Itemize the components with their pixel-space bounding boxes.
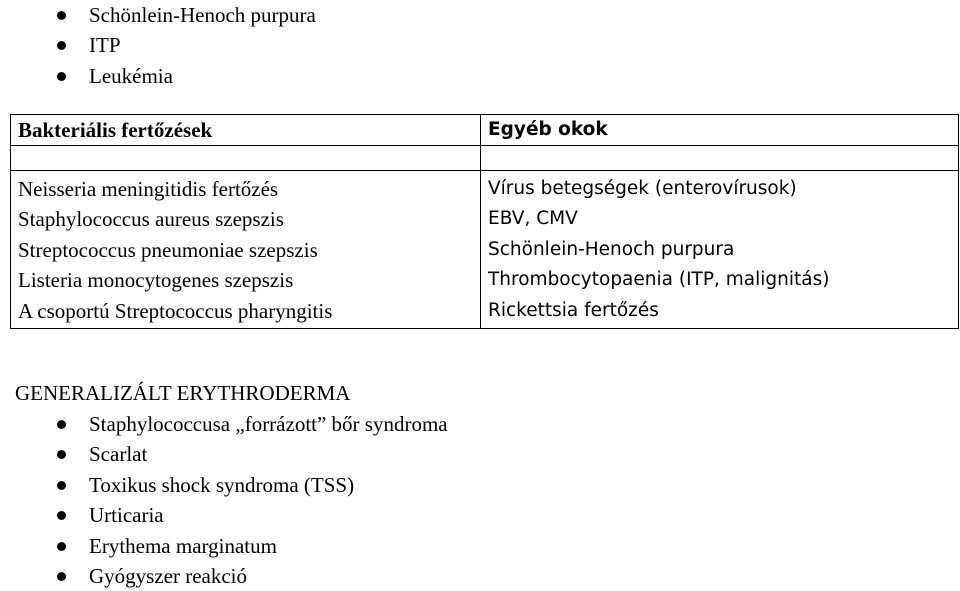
table-cell-line: Staphylococcus aureus szepszis: [18, 207, 284, 232]
bullet-icon: [57, 572, 66, 581]
erythroderma-bullet-list: [0, 409, 448, 591]
list-item-text: Toxikus shock syndroma (TSS): [89, 472, 355, 497]
table-header-row: [11, 115, 959, 146]
list-item: [0, 531, 448, 561]
other-causes-header: Egyéb okok: [481, 115, 959, 146]
bullet-icon: [57, 41, 66, 50]
table-cell-line: Vírus betegségek (enterovírusok): [488, 178, 797, 199]
other-causes-cell: [481, 171, 959, 329]
table-cell-line: Neisseria meningitidis fertőzés: [18, 177, 279, 201]
table-cell-line: Schönlein-Henoch purpura: [488, 238, 735, 260]
bullet-icon: [57, 511, 66, 520]
table-row: [11, 171, 959, 329]
table-cell-line: A csoportú Streptococcus pharyngitis: [18, 298, 333, 323]
table-cell: [481, 146, 959, 171]
list-item: [0, 439, 448, 469]
list-item-text: Gyógyszer reakció: [89, 563, 248, 588]
list-item-text: Scarlat: [89, 442, 148, 467]
bacterial-infections-cell: [11, 171, 481, 329]
bullet-icon: [57, 11, 66, 20]
list-item: [0, 30, 316, 60]
list-item-text: Urticaria: [89, 503, 164, 528]
list-item: [0, 470, 448, 500]
table-cell-line: Streptococcus pneumoniae szepszis: [18, 237, 318, 262]
list-item-text: Erythema marginatum: [89, 533, 277, 558]
bullet-icon: [57, 542, 66, 551]
list-item-text: ITP: [89, 33, 121, 58]
list-item-text: Leukémia: [89, 63, 173, 88]
bullet-icon: [57, 420, 66, 429]
list-item: [0, 61, 316, 91]
list-item: [0, 409, 448, 439]
bullet-icon: [57, 450, 66, 459]
list-item-text: Staphylococcusa „forrázott” bőr syndroma: [89, 412, 448, 436]
causes-table: [10, 114, 959, 329]
bullet-icon: [57, 72, 66, 81]
table-cell-line: EBV, CMV: [488, 208, 578, 230]
bacterial-infections-header: Bakteriális fertőzések: [11, 115, 481, 146]
bullet-icon: [57, 481, 66, 490]
table-row: [11, 146, 959, 171]
list-item-text: Schönlein-Henoch purpura: [89, 3, 316, 27]
top-bullet-list: [0, 0, 316, 91]
table-cell-line: Thrombocytopaenia (ITP, malignitás): [488, 269, 830, 291]
list-item: [0, 561, 448, 591]
table-cell-line: Rickettsia fertőzés: [488, 299, 659, 321]
table-cell-line: Listeria monocytogenes szepszis: [18, 268, 294, 293]
list-item: [0, 500, 448, 530]
section-title: GENERALIZÁLT ERYTHRODERMA: [15, 381, 351, 405]
list-item: [0, 0, 316, 30]
table-cell: [11, 146, 481, 171]
